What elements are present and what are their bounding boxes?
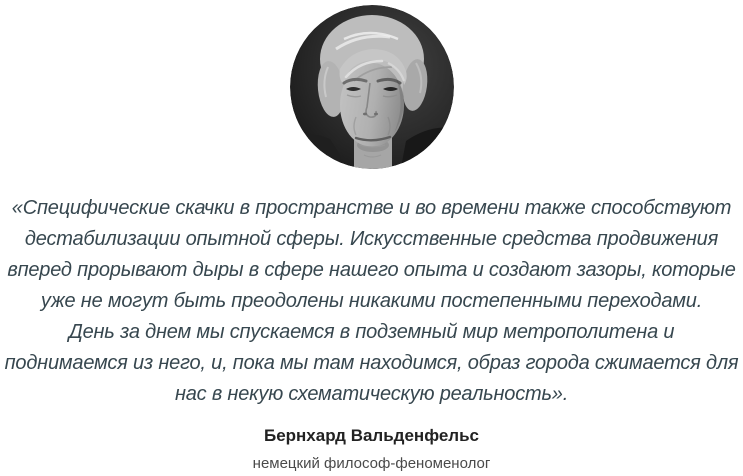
author-avatar <box>290 5 454 169</box>
author-portrait-image <box>290 5 454 169</box>
quote-line: дестабилизации опытной сферы. Искусственные средства продвижения <box>24 228 719 250</box>
quote-line: нас в некую схематическую реальность». <box>174 383 569 405</box>
quote-line: уже не могут быть преодолены никакими постепенными переходами. <box>40 290 703 312</box>
author-role: немецкий философ-феноменолог <box>252 455 491 472</box>
author-name: Бернхард Вальденфельс <box>263 426 479 445</box>
quote-line: вперед прорывают дыры в сфере нашего опыта и создают зазоры, которые <box>7 259 736 281</box>
quote-line: поднимаемся из него, и, пока мы там находимся, образ города сжимается для <box>4 352 739 374</box>
quote-line: «Специфические скачки в пространстве и во времени также способствуют <box>11 197 732 219</box>
quote-line: День за днем мы спускаемся в подземный мир метрополитена и <box>68 321 675 343</box>
quote-text <box>0 193 743 410</box>
